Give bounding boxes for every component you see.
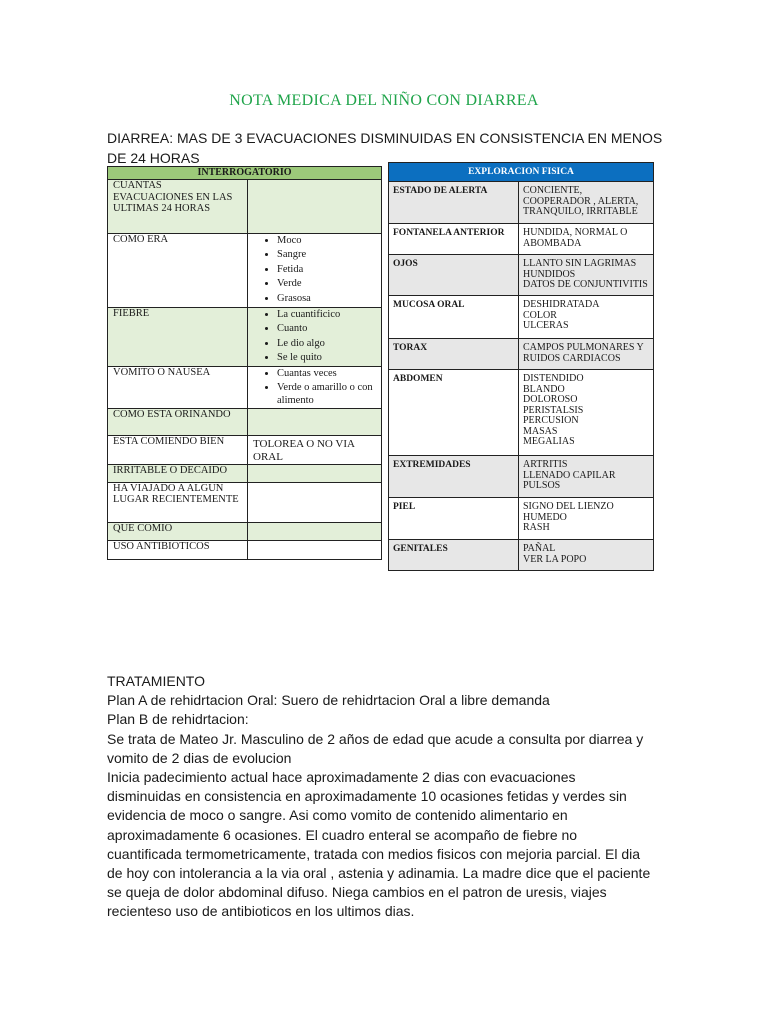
row-label: FIEBRE — [108, 308, 248, 367]
value-line: TRANQUILO, IRRITABLE — [523, 206, 638, 217]
plan-a: Plan A de rehidrtacion Oral: Suero de rehidrtacion Oral a libre demanda — [107, 692, 550, 709]
value-line: RUIDOS CARDIACOS — [523, 352, 621, 364]
list-item: • Cuantas veces — [277, 367, 376, 381]
value-line: CONCIENTE, — [523, 185, 583, 196]
row-value — [248, 234, 382, 308]
value-line: VER LA POPO — [523, 553, 587, 565]
case-body: Inicia padecimiento actual hace aproximadamente 2 dias con evacuaciones disminuidas en consistencia en aproximadamente 10 ocasiones fetidas y verdes sin evidencia de moco o sangre. Asi como vomito de contenido alimentario en aproximadamente 6 ocasiones. El cuadro enteral se acompaño de fiebre no cuantificada termometricamente, tratada con medios fisicos con mejoria parcial. El dia de hoy con intolerancia a la via oral , astenia y adinamia. La madre dice que el paciente se queja de dolor abdominal difuso. Niega cambios en el patron de uresis, viajes recienteso uso de antibioticos en los ultimos dias. — [107, 769, 651, 920]
table-row — [108, 408, 382, 435]
value-line: BLANDO — [523, 383, 565, 395]
row-label: EXTREMIDADES — [389, 456, 519, 498]
value-line: DESHIDRATADA — [523, 299, 600, 310]
row-label: VOMITO O NAUSEA — [108, 366, 248, 408]
table-row — [108, 522, 382, 540]
table-row — [389, 339, 654, 370]
value-line: ABOMBADA — [523, 237, 582, 249]
list-item: • Cuanto — [277, 322, 376, 336]
value-line: DOLOROSO — [523, 394, 578, 405]
table-row — [389, 498, 654, 540]
row-value — [519, 370, 654, 456]
value-line: LLENADO CAPILAR — [523, 469, 616, 481]
value-line: DATOS DE CONJUNTIVITIS — [523, 279, 648, 290]
value-line: SIGNO DEL LIENZO — [523, 501, 614, 512]
table-row — [389, 255, 654, 296]
value-line: HUMEDO — [523, 511, 567, 523]
row-label: COMO ERA — [108, 234, 248, 308]
value-line: ARTRITIS — [523, 459, 568, 470]
row-value — [519, 224, 654, 255]
case-intro: Se trata de Mateo Jr. Masculino de 2 años de edad que acude a consulta por diarrea y vomito de 2 dias de evolucion — [107, 730, 644, 766]
value-line: LLANTO SIN LAGRIMAS — [523, 258, 637, 269]
list-item: • Grasosa — [277, 292, 376, 306]
value-line: PAÑAL — [523, 543, 556, 554]
bullet-list — [253, 367, 376, 407]
value-line: PERISTALSIS — [523, 404, 584, 416]
row-label: OJOS — [389, 255, 519, 296]
row-value — [248, 482, 382, 522]
row-value — [248, 180, 382, 234]
row-label: ESTA COMIENDO BIEN — [108, 435, 248, 464]
row-label: GENITALES — [389, 540, 519, 571]
row-value — [519, 255, 654, 296]
value-line: PULSOS — [523, 480, 561, 491]
table-row — [108, 435, 382, 464]
row-label: PIEL — [389, 498, 519, 540]
table-row — [108, 464, 382, 482]
table-row — [389, 296, 654, 339]
bullet-list — [253, 234, 376, 306]
bullet-list — [253, 308, 376, 366]
row-label: MUCOSA ORAL — [389, 296, 519, 339]
row-label: USO ANTIBIOTICOS — [108, 540, 248, 559]
treatment-heading: TRATAMIENTO — [107, 673, 205, 689]
value-line: HUNDIDOS — [523, 268, 576, 280]
interrogatorio-header: INTERROGATORIO — [108, 167, 382, 180]
value-line: COLOR — [523, 309, 557, 321]
table-row — [389, 370, 654, 456]
list-item: • Le dio algo — [277, 337, 376, 351]
row-value — [248, 366, 382, 408]
row-value — [519, 296, 654, 339]
table-row — [389, 456, 654, 498]
row-label: ESTADO DE ALERTA — [389, 182, 519, 224]
value-line: DISTENDIDO — [523, 373, 584, 384]
value-line: MASAS — [523, 425, 558, 437]
row-label: CUANTAS EVACUACIONES EN LAS ULTIMAS 24 HORAS — [108, 180, 248, 234]
table-row — [108, 366, 382, 408]
table-row — [389, 224, 654, 255]
row-value — [519, 182, 654, 224]
list-item: • Sangre — [277, 248, 376, 262]
row-value — [248, 308, 382, 367]
row-value — [248, 464, 382, 482]
value-line: MEGALIAS — [523, 436, 575, 447]
value-line: COOPERADOR , ALERTA, — [523, 195, 639, 207]
exploracion-header: EXPLORACION FISICA — [389, 163, 654, 182]
row-value — [248, 522, 382, 540]
list-item: • Moco — [277, 234, 376, 248]
row-value — [519, 339, 654, 370]
page-title: NOTA MEDICA DEL NIÑO CON DIARREA — [229, 92, 539, 109]
exploracion-table — [388, 162, 654, 571]
list-item: • La cuantificico — [277, 308, 376, 322]
row-value — [519, 456, 654, 498]
value-line: CAMPOS PULMONARES Y — [523, 342, 644, 353]
table-row — [108, 308, 382, 367]
list-item: • Fetida — [277, 263, 376, 277]
value-line: HUNDIDA, NORMAL O — [523, 227, 628, 238]
table-row — [108, 482, 382, 522]
treatment-section — [107, 672, 652, 922]
row-label: HA VIAJADO A ALGUN LUGAR RECIENTEMENTE — [108, 482, 248, 522]
value-line: PERCUSION — [523, 415, 579, 426]
row-label: COMO ESTA ORINANDO — [108, 408, 248, 435]
diarrhea-definition: DIARREA: MAS DE 3 EVACUACIONES DISMINUIDAS EN CONSISTENCIA EN MENOS DE 24 HORAS — [107, 130, 663, 166]
row-label: ABDOMEN — [389, 370, 519, 456]
row-value — [519, 498, 654, 540]
table-row — [389, 182, 654, 224]
table-row — [389, 540, 654, 571]
plan-b: Plan B de rehidrtacion: — [107, 711, 249, 728]
list-item: • Verde o amarillo o con alimento — [277, 381, 376, 407]
list-item: • Verde — [277, 277, 376, 291]
row-value — [519, 540, 654, 571]
row-label: TORAX — [389, 339, 519, 370]
interrogatorio-table — [107, 166, 382, 560]
table-row — [108, 180, 382, 234]
row-label: IRRITABLE O DECAIDO — [108, 464, 248, 482]
row-value: TOLOREA O NO VIA ORAL — [248, 435, 382, 464]
table-row — [108, 540, 382, 559]
list-item: • Se le quito — [277, 351, 376, 365]
row-value — [248, 408, 382, 435]
row-label: FONTANELA ANTERIOR — [389, 224, 519, 255]
value-line: RASH — [523, 522, 550, 533]
value-line: ULCERAS — [523, 320, 569, 331]
table-row — [108, 234, 382, 308]
row-value — [248, 540, 382, 559]
row-label: QUE COMIO — [108, 522, 248, 540]
